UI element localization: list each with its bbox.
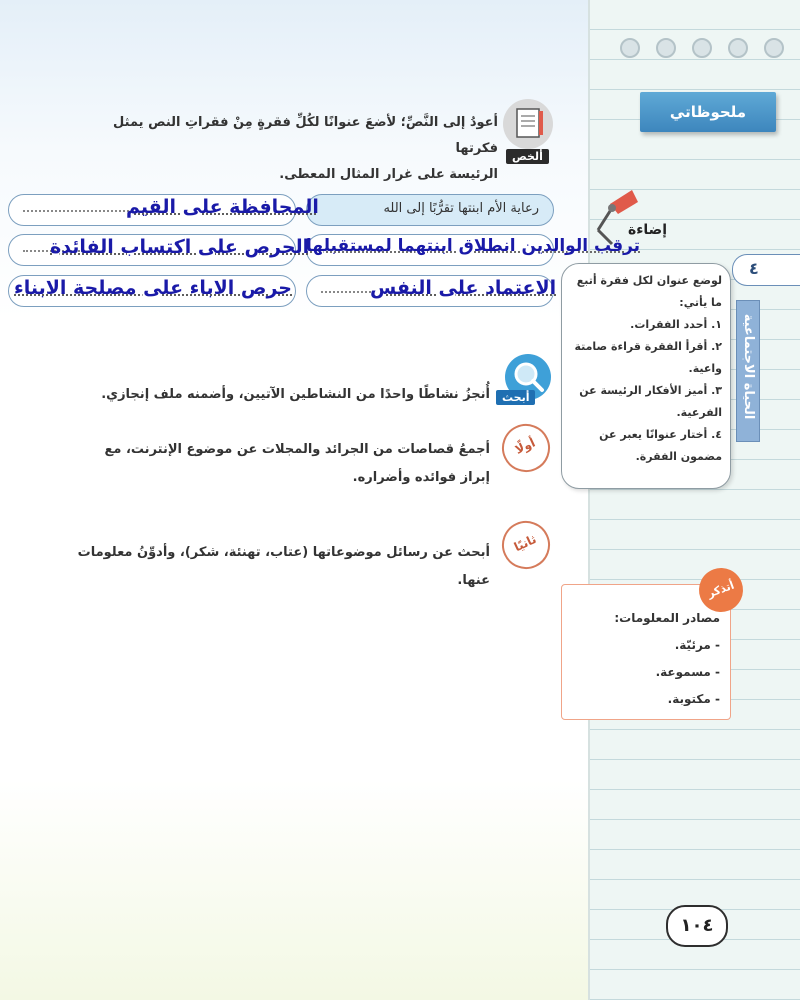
unit-name-tab (736, 300, 760, 442)
research-instruction: أُنجزُ نشاطًا واحدًا من النشاطين الآتيين، وأضمنه ملف إنجازي. (101, 387, 490, 402)
tip-box (561, 263, 731, 489)
task-badge-second: ثانيًا (494, 513, 558, 577)
task-badge-first: أولًا (494, 416, 558, 480)
example-pill (306, 194, 554, 226)
answer-text: المحافظة على القيم (126, 196, 319, 218)
tip-item: مضمون الفقرة. (635, 450, 722, 463)
task-line: أبحث عن رسائل موضوعاتها (عتاب، تهنئة، شكر)، وأدوِّنُ معلومات (77, 545, 490, 560)
tip-item: الفرعية. (676, 406, 722, 419)
answer-text: ترقب الوالدين انطلاق ابنتهما لمستقبلها (306, 236, 641, 256)
remember-item: - مسموعة. (655, 665, 720, 679)
dotted-line (23, 210, 133, 212)
binder-hole (764, 38, 784, 58)
dotted-line (321, 291, 371, 293)
binder-hole (620, 38, 640, 58)
document-icon (503, 99, 553, 149)
task-first (60, 436, 490, 492)
instruction-line: الرئيسة على غرار المثال المعطى. (279, 167, 498, 182)
remember-item: - مرئيّة. (674, 638, 720, 652)
tip-item: لوضع عنوان لكل فقرة أتبع ما يأتي: (576, 274, 722, 309)
task-line: إبراز فوائده وأضراره. (352, 470, 490, 485)
research-label: أبحث (496, 390, 535, 405)
tip-title: إضاءة (628, 222, 668, 238)
task-second (60, 539, 490, 595)
tip-list (568, 270, 722, 468)
task-line: أجمعُ قصاصات من الجرائد والمجلات عن موضوع الإنترنت، مع (104, 442, 490, 457)
answer-text: الاعتماد على النفس (370, 277, 557, 299)
answer-text: حرص الاباء على مصلحة الابناء (14, 277, 292, 299)
instruction-line: أعودُ إلى النَّصِّ؛ لأضعَ عنوانًا لكُلِّ فقرةٍ مِنْ فقراتِ النص يمثل فكرتها (113, 115, 498, 156)
notes-notebook (588, 0, 800, 1000)
remember-badge: أتذكر (693, 562, 749, 618)
tip-item: ٤. أختار عنوانًا يعبر عن (599, 428, 722, 441)
remember-item: - مكتوبة. (667, 692, 720, 706)
tip-item: ٢. أقرأ الفقرة قراءة صامتة (574, 340, 722, 353)
binder-hole (692, 38, 712, 58)
task-line: عنها. (457, 573, 490, 588)
unit-name: الحياة الاجتماعية (741, 313, 756, 420)
summarize-label: ألخص (506, 149, 549, 164)
binder-hole (656, 38, 676, 58)
unit-number: ٤ (749, 259, 759, 278)
summarize-icon (503, 99, 553, 149)
binder-hole (728, 38, 748, 58)
page-number: ١٠٤ (666, 905, 728, 947)
tip-item: ١. أحدد الفقرات. (630, 318, 722, 331)
tip-item: واعية. (688, 362, 722, 375)
remember-item: مصادر المعلومات: (614, 611, 720, 625)
remember-list (614, 605, 720, 713)
tip-item: ٣. أميز الأفكار الرئيسة عن (579, 384, 722, 397)
unit-number-tab (732, 254, 800, 286)
summarize-instruction (70, 110, 498, 188)
answer-text: الحرص على اكتساب الفائدة (50, 236, 310, 258)
notes-title: ملحوظاتي (640, 92, 776, 132)
example-title: رعاية الأم ابنتها تقرُّبًا إلى الله (383, 201, 539, 216)
